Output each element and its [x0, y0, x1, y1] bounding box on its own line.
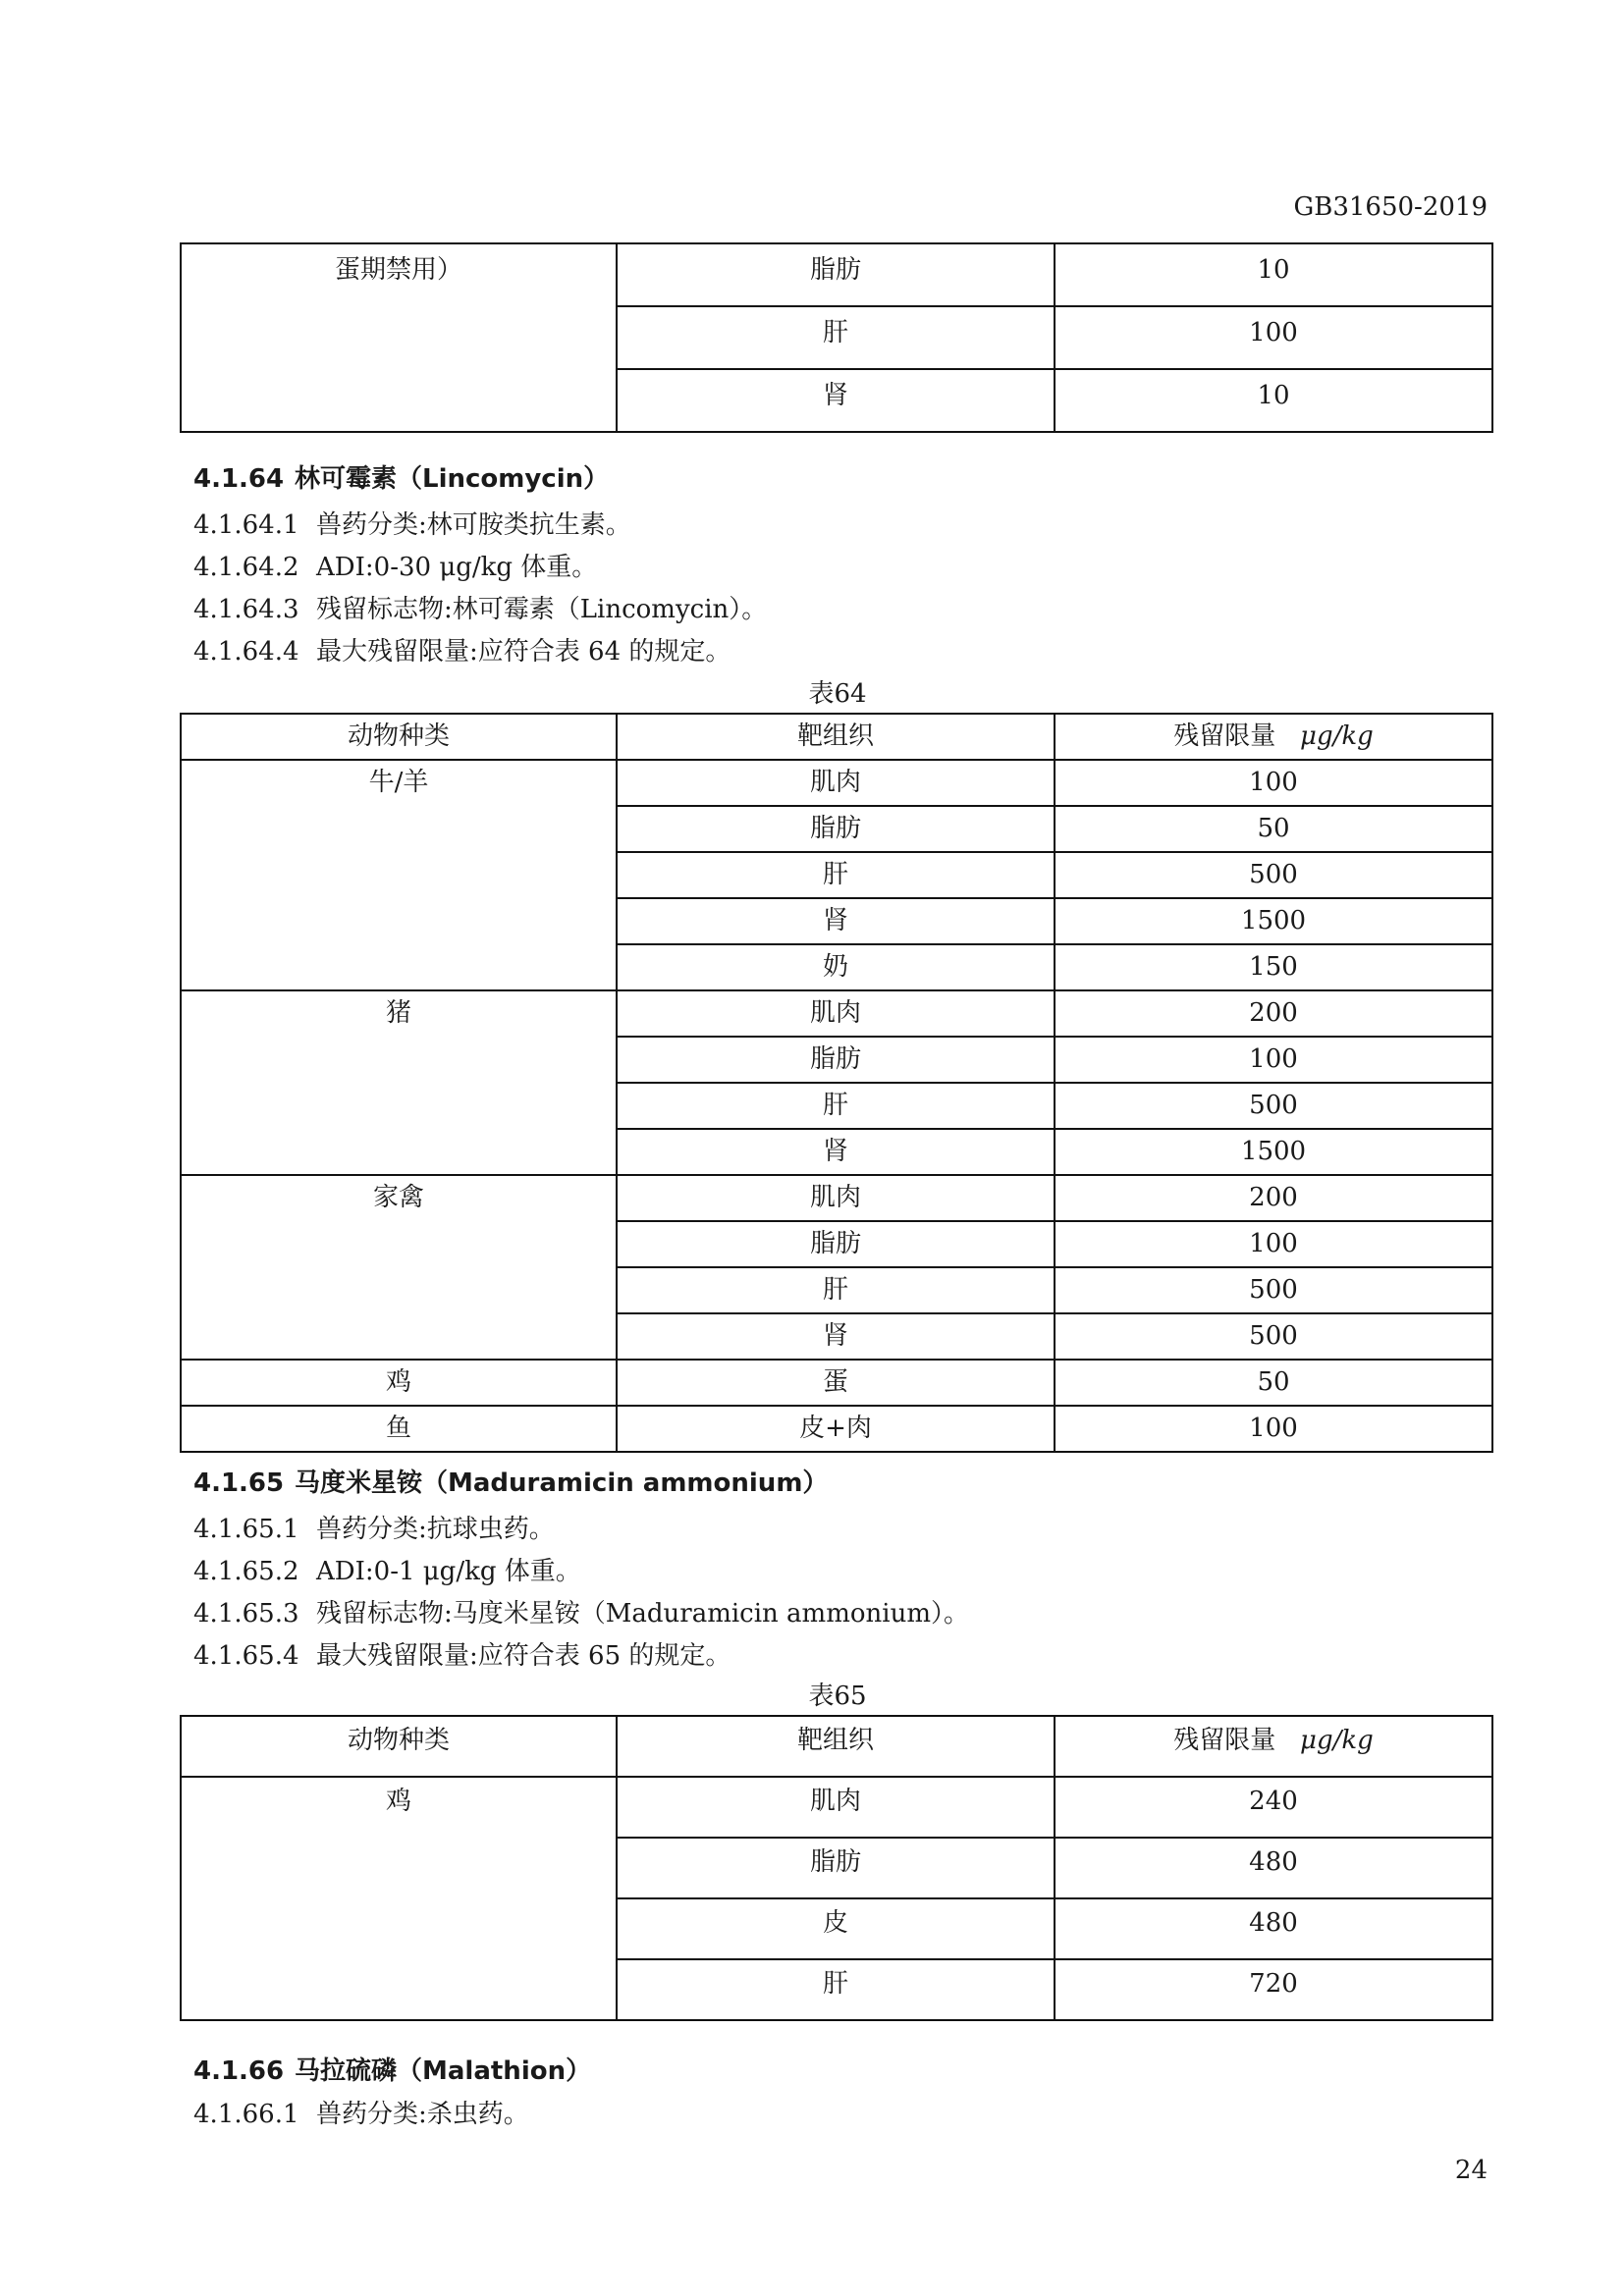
clause-item: 4.1.65.4 最大残留限量:应符合表 65 的规定。 — [193, 1641, 731, 1671]
table-header-row — [181, 714, 1492, 760]
limit-cell: 200 — [1055, 990, 1492, 1037]
limit-cell: 480 — [1055, 1898, 1492, 1959]
tissue-cell: 脂肪 — [617, 1037, 1055, 1083]
table-row — [181, 990, 1492, 1037]
header-tissue: 靶组织 — [617, 1716, 1055, 1777]
section-heading: 4.1.66 马拉硫磷（Malathion） — [193, 2056, 592, 2086]
header-limit: 残留限量 μg/kg — [1055, 1716, 1492, 1777]
tissue-cell: 肾 — [617, 369, 1055, 432]
table-row — [181, 1406, 1492, 1452]
limit-cell: 100 — [1055, 760, 1492, 806]
limit-cell: 100 — [1055, 1221, 1492, 1267]
tissue-cell: 蛋 — [617, 1360, 1055, 1406]
header-limit: 残留限量 μg/kg — [1055, 714, 1492, 760]
section-heading: 4.1.64 林可霉素（Lincomycin） — [193, 464, 610, 494]
table-row — [181, 1175, 1492, 1221]
tissue-cell: 脂肪 — [617, 806, 1055, 852]
table-header-row — [181, 1716, 1492, 1777]
clause-item: 4.1.65.3 残留标志物:马度米星铵（Maduramicin ammonium）。 — [193, 1599, 969, 1629]
residue-table-65 — [180, 1715, 1493, 2021]
section-heading: 4.1.65 马度米星铵（Maduramicin ammonium） — [193, 1468, 829, 1498]
limit-cell: 500 — [1055, 1267, 1492, 1313]
limit-cell: 100 — [1055, 1406, 1492, 1452]
table-row — [181, 1777, 1492, 1838]
tissue-cell: 肾 — [617, 898, 1055, 944]
clause-item: 4.1.64.4 最大残留限量:应符合表 64 的规定。 — [193, 637, 731, 667]
residue-table-64 — [180, 713, 1493, 1453]
animal-cell: 鸡 — [181, 1360, 617, 1406]
tissue-cell: 肾 — [617, 1313, 1055, 1360]
tissue-cell: 皮+肉 — [617, 1406, 1055, 1452]
table-caption: 表65 — [808, 1682, 867, 1711]
limit-cell: 240 — [1055, 1777, 1492, 1838]
limit-cell: 100 — [1055, 306, 1492, 369]
limit-cell: 720 — [1055, 1959, 1492, 2020]
clause-item: 4.1.65.2 ADI:0-1 μg/kg 体重。 — [193, 1557, 581, 1586]
limit-cell: 1500 — [1055, 898, 1492, 944]
limit-cell: 200 — [1055, 1175, 1492, 1221]
clause-item: 4.1.64.1 兽药分类:林可胺类抗生素。 — [193, 510, 631, 540]
animal-cell: 鸡 — [181, 1777, 617, 2020]
section-lincomycin — [193, 462, 1470, 673]
header-tissue: 靶组织 — [617, 714, 1055, 760]
clause-item: 4.1.64.2 ADI:0-30 μg/kg 体重。 — [193, 553, 598, 582]
tissue-cell: 脂肪 — [617, 1838, 1055, 1898]
animal-cell: 家禽 — [181, 1175, 617, 1360]
section-malathion — [193, 2055, 1470, 2136]
tissue-cell: 肝 — [617, 1083, 1055, 1129]
limit-cell: 100 — [1055, 1037, 1492, 1083]
clause-item: 4.1.64.3 残留标志物:林可霉素（Lincomycin）。 — [193, 595, 768, 624]
tissue-cell: 脂肪 — [617, 1221, 1055, 1267]
animal-cell: 牛/羊 — [181, 760, 617, 990]
limit-cell: 50 — [1055, 806, 1492, 852]
table-caption: 表64 — [808, 679, 867, 709]
limit-cell: 480 — [1055, 1838, 1492, 1898]
limit-cell: 500 — [1055, 1083, 1492, 1129]
tissue-cell: 肌肉 — [617, 990, 1055, 1037]
tissue-cell: 肌肉 — [617, 1777, 1055, 1838]
limit-cell: 500 — [1055, 852, 1492, 898]
tissue-cell: 皮 — [617, 1898, 1055, 1959]
table-row — [181, 243, 1492, 306]
section-maduramicin — [193, 1467, 1470, 1678]
animal-cell: 鱼 — [181, 1406, 617, 1452]
tissue-cell: 肌肉 — [617, 760, 1055, 806]
table-row — [181, 1360, 1492, 1406]
limit-cell: 150 — [1055, 944, 1492, 990]
unit-label: μg/kg — [1300, 721, 1374, 751]
header-animal: 动物种类 — [181, 1716, 617, 1777]
limit-cell: 1500 — [1055, 1129, 1492, 1175]
tissue-cell: 奶 — [617, 944, 1055, 990]
tissue-cell: 肝 — [617, 1267, 1055, 1313]
tissue-cell: 肝 — [617, 852, 1055, 898]
document-code: GB31650-2019 — [1293, 192, 1488, 222]
limit-cell: 500 — [1055, 1313, 1492, 1360]
header-animal: 动物种类 — [181, 714, 617, 760]
table-row — [181, 760, 1492, 806]
clause-item: 4.1.65.1 兽药分类:抗球虫药。 — [193, 1515, 555, 1544]
unit-label: μg/kg — [1300, 1726, 1374, 1755]
tissue-cell: 肾 — [617, 1129, 1055, 1175]
animal-cell: 蛋期禁用） — [181, 243, 617, 432]
clause-item: 4.1.66.1 兽药分类:杀虫药。 — [193, 2100, 529, 2129]
limit-cell: 50 — [1055, 1360, 1492, 1406]
tissue-cell: 脂肪 — [617, 243, 1055, 306]
animal-cell: 猪 — [181, 990, 617, 1175]
limit-cell: 10 — [1055, 243, 1492, 306]
tissue-cell: 肝 — [617, 306, 1055, 369]
tissue-cell: 肌肉 — [617, 1175, 1055, 1221]
limit-cell: 10 — [1055, 369, 1492, 432]
continued-residue-table — [180, 242, 1493, 433]
page-number: 24 — [1454, 2156, 1488, 2185]
tissue-cell: 肝 — [617, 1959, 1055, 2020]
